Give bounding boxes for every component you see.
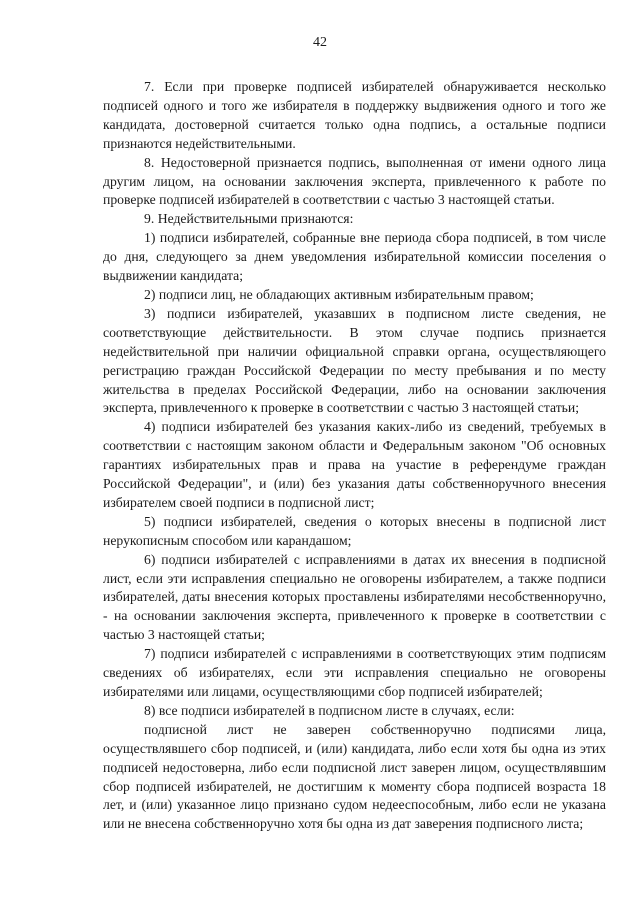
list-item-5: 5) подписи избирателей, сведения о которых внесены в подписной лист нерукописным способом или карандашом; (103, 513, 606, 548)
list-item-4: 4) подписи избирателей без указания каких-либо из сведений, требуемых в соответствии с настоящим законом области и Федеральным законом "Об основных гарантиях избирательных прав и права на участие в референдуме граждан Российской Федерации", и (или) без указания даты собственноручного внесения избирателем своей подписи в подписной лист; (103, 419, 606, 510)
list-item-1: 1) подписи избирателей, собранные вне периода сбора подписей, в том числе до дня, следующего за днем уведомления избирательной комиссии поселения о выдвижении кандидата; (103, 230, 606, 284)
list-item-8: 8) все подписи избирателей в подписном листе в случаях, если: (144, 702, 515, 718)
list-item-7: 7) подписи избирателей с исправлениями в соответствующих этим подписям сведениях об избирателях, если эти исправления специально не оговорены избирателями или лицами, осуществляющими сбор подписей избирателей; (103, 646, 606, 699)
list-item-2: 2) подписи лиц, не обладающих активным избирательным правом; (144, 286, 534, 302)
paragraph-7: 7. Если при проверке подписей избирателей обнаруживается несколько подписей одного и того же избирателя в поддержку выдвижения одного и того же кандидата, достоверной считается только одна подпись, а остальные подписи признаются недействительными. (103, 79, 606, 151)
list-item-8-condition: подписной лист не заверен собственноручно подписями лица, осуществлявшего сбор подписей, и (или) кандидата, либо если хотя бы одна из этих подписей недостоверна, либо если подписной лист заверен лицом, осуществлявшим сбор подписей избирателей, не достигшим к моменту сбора подписей возраста 18 лет, и (или) указанное лицо признано судом недееспособным, либо если не указана или не внесена собственноручно хотя бы одна из дат заверения подписного листа; (103, 721, 606, 832)
list-item-3: 3) подписи избирателей, указавших в подписном листе сведения, не соответствующие действительности. В этом случае подпись признается недействительной при наличии официальной справки органа, осуществляющего регистрацию граждан Российской Федерации по месту пребывания и по месту жительства в пределах Российской Федерации, либо на основании заключения эксперта, привлеченного к проверке в соответствии с частью 3 настоящей статьи; (103, 305, 606, 416)
document-body (103, 78, 606, 834)
paragraph-8: 8. Недостоверной признается подпись, выполненная от имени одного лица другим лицом, на основании заключения эксперта, привлеченного к работе по проверке подписей избирателей в соответствии с частью 3 настоящей статьи. (103, 154, 606, 208)
paragraph-9-heading: 9. Недействительными признаются: (144, 211, 354, 227)
page-number: 42 (313, 35, 327, 50)
list-item-6: 6) подписи избирателей с исправлениями в датах их внесения в подписной лист, если эти исправления специально не оговорены избирателем, а также подписи избирателей, даты внесения которых проставлены избирателями несобственноручно, - на основании заключения эксперта, привлеченного к проверке в соответствии с частью 3 настоящей статьи; (103, 551, 606, 643)
